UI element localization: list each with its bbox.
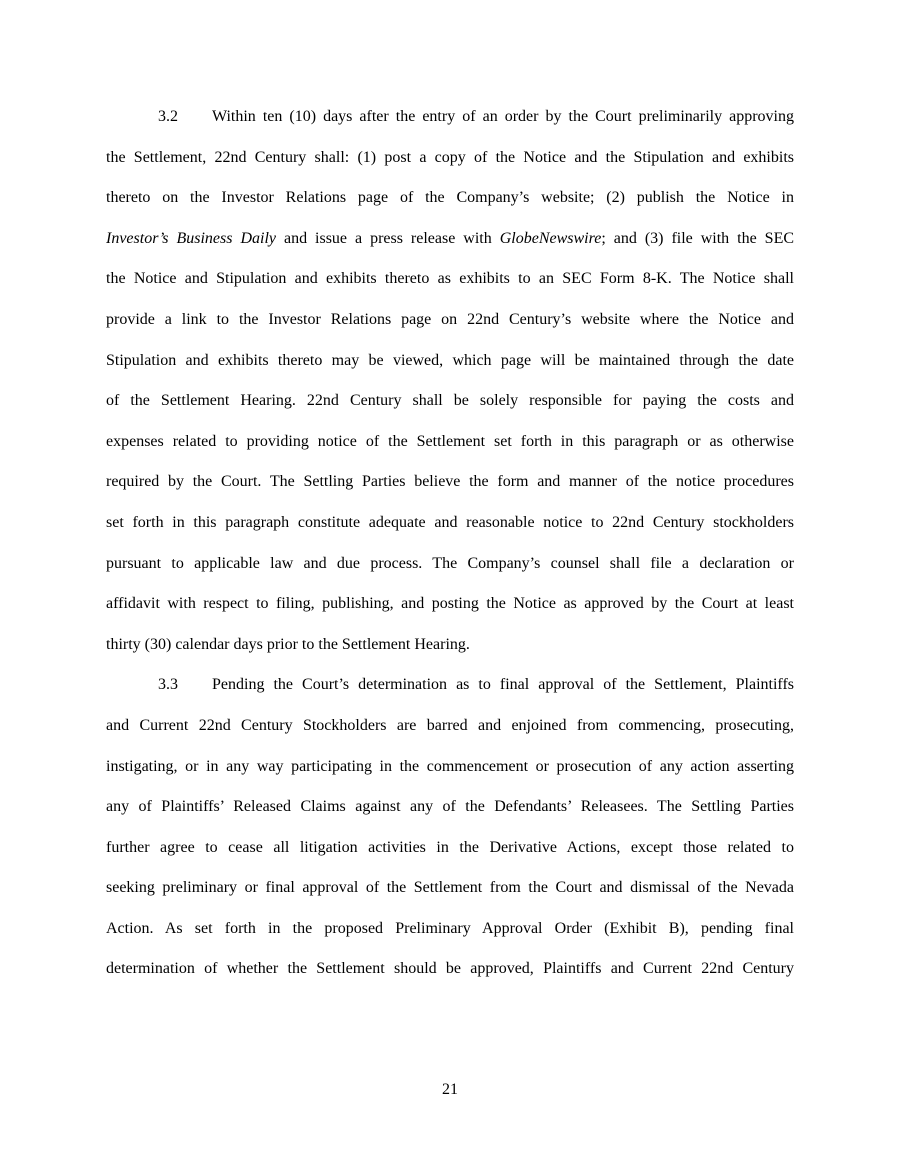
text-line: thereto on the Investor Relations page of the Company’s website; (2) publish the Notice in xyxy=(106,189,794,207)
publication-name: Investor’s Business Daily xyxy=(106,229,276,247)
paragraph-text: Pending the Court’s determination as to final approval of the Settlement, Plaintiffs xyxy=(212,676,794,694)
paragraph-number: 3.2 xyxy=(158,108,178,125)
text-line: of the Settlement Hearing. 22nd Century shall be solely responsible for paying the costs and xyxy=(106,392,794,410)
text-line: Stipulation and exhibits thereto may be viewed, which page will be maintained through the date xyxy=(106,351,794,369)
text-line: instigating, or in any way participating in the commencement or prosecution of any action asserting xyxy=(106,757,794,775)
text-line: pursuant to applicable law and due process. The Company’s counsel shall file a declaration or xyxy=(106,554,794,572)
text-line: thirty (30) calendar days prior to the Settlement Hearing. xyxy=(106,635,470,653)
text-line: provide a link to the Investor Relations page on 22nd Century’s website where the Notice and xyxy=(106,310,794,328)
paragraph-number: 3.3 xyxy=(158,676,178,694)
text-line xyxy=(106,103,794,144)
paragraph-3-2 xyxy=(106,103,794,671)
text-line: determination of whether the Settlement should be approved, Plaintiffs and Current 22nd Century xyxy=(106,960,794,978)
text-line xyxy=(106,671,794,712)
publication-name: GlobeNewswire xyxy=(499,229,602,247)
text-line: any of Plaintiffs’ Released Claims against any of the Defendants’ Releasees. The Settling Parties xyxy=(106,798,794,816)
document-body xyxy=(106,103,794,996)
text-line: affidavit with respect to filing, publishing, and posting the Notice as approved by the Court at least xyxy=(106,595,794,613)
text-line xyxy=(106,225,794,266)
page-number: 21 xyxy=(442,1081,458,1098)
text-segment: ; and (3) file with the SEC xyxy=(601,229,794,247)
text-line: and Current 22nd Century Stockholders are barred and enjoined from commencing, prosecuting, xyxy=(106,716,794,734)
text-line: further agree to cease all litigation activities in the Derivative Actions, except those related to xyxy=(106,838,794,856)
text-line: expenses related to providing notice of the Settlement set forth in this paragraph or as otherwise xyxy=(106,432,794,450)
text-line: required by the Court. The Settling Parties believe the form and manner of the notice procedures xyxy=(106,473,794,491)
paragraph-3-3 xyxy=(106,671,794,996)
paragraph-text: Within ten (10) days after the entry of an order by the Court preliminarily approving xyxy=(212,108,794,125)
text-line: Action. As set forth in the proposed Preliminary Approval Order (Exhibit B), pending final xyxy=(106,919,794,937)
text-line: the Settlement, 22nd Century shall: (1) post a copy of the Notice and the Stipulation and exhibits xyxy=(106,148,794,166)
text-line: seeking preliminary or final approval of the Settlement from the Court and dismissal of the Nevada xyxy=(106,879,794,897)
text-line: set forth in this paragraph constitute adequate and reasonable notice to 22nd Century stockholders xyxy=(106,513,794,531)
text-line: the Notice and Stipulation and exhibits thereto as exhibits to an SEC Form 8-K. The Notice shall xyxy=(106,270,794,288)
text-segment: and issue a press release with xyxy=(276,229,500,247)
